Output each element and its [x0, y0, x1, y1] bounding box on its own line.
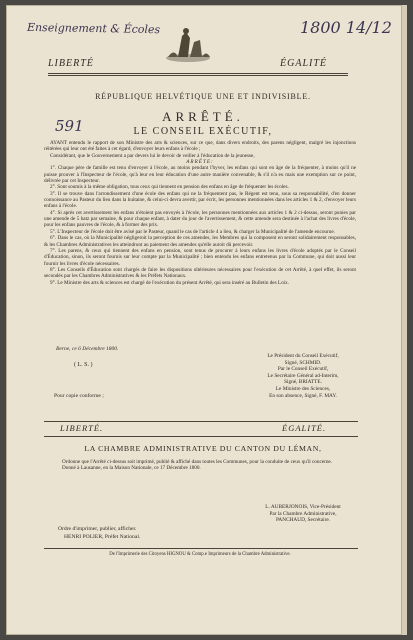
decree-article: 8°. Les Conseils d'Éducation sont chargés de faire les dispositions ultérieures nécessaires pour l'exécution de cet Arrêté, à quel effet, ils seront secondés par les Chambres Administratives & les Préfets Nationaux. [44, 266, 356, 280]
signature-line: PANCHAUD, Secrétaire. [275, 517, 331, 524]
motto-egalite-2: ÉGALITÉ. [282, 423, 327, 433]
page-edge [402, 5, 407, 635]
decree-body [44, 140, 356, 286]
decree-article: 2°. Sont soumis à la même obligation, tous ceux qui tiennent en pension des enfans en âge de fréquenter les écoles. [50, 184, 289, 191]
seal-mark: ( L. S. ) [74, 362, 93, 368]
decree-preamble: AYANT entendu le rapport de son Ministre des arts & sciences, sur ce que, dans divers endroits, des parens négligent, malgré les injonctions réitérées qui leur ont été faites à cet égard, d'envoyer leurs enfans à l'école ; [44, 140, 356, 153]
emblem-icon [160, 24, 216, 64]
motto-liberte: LIBERTÉ [48, 58, 94, 69]
prefect-block [58, 526, 140, 541]
chamber-text: Ordonne que l'Arrêté ci-dessus soit imprimé, publié & affiché dans toutes les Communes, pour la conduite de ceux qu'il concerne. [62, 459, 333, 465]
authority-heading: LE CONSEIL EXÉCUTIF, [133, 126, 273, 137]
chamber-signatures [228, 504, 378, 524]
copy-note: Pour copie conforme ; [54, 393, 104, 399]
decree-considerant: Considérant, que le Gouvernement a par devers lui le devoir de veiller à l'éducation de la jeunesse, [50, 152, 255, 159]
signature-line: Par la Chambre Administrative, [269, 510, 337, 517]
chamber-body [56, 459, 352, 472]
decree-article: 6°. Dans le cas, où la Municipalité négligeroit la perception de ces amendes, les Membres qui la composent en seront solidairement responsables, & les Chambres Administratives les atteindront au paiement des amendes qu'elle auroit dû percevoir. [44, 235, 356, 248]
decree-article: 5°. L'Inspecteur de l'école doit être avisé par le Pasteur, quand le cas de l'article 4 a lieu, & charger la Municipalité de l'amende encourue. [50, 228, 335, 235]
section-rule [44, 436, 358, 437]
signature-line: Le Secrétaire Général ad-Interim, [267, 372, 339, 379]
signature-line: Signé, BRIATTE. [284, 379, 322, 386]
signature-block [228, 353, 378, 399]
decree-article: 7°. Les parens, & ceux qui tiennent des enfans en pension, sont tenus de procurer à leurs enfans les livres d'école adoptés par le Conseil d'Éducation, sinon, ils seront fournis sur leur compte par la Municipalité ; bien entendu les enfans entretenus par la Commune, qui doit aussi leur fournir les livres d'école nécessaires. [44, 247, 356, 267]
signature-line: Par le Conseil Exécutif, [277, 366, 329, 373]
chamber-date: Donné à Lausanne, en la Maison Nationale, ce 17 Décembre 1800. [62, 465, 201, 472]
signature-line: Signé, SCHMID. [284, 359, 322, 366]
decree-article: 1°. Chaque père de famille est tenu d'envoyer à l'école, au moins pendant l'hyver, les enfans qui sont en âge de la fréquenter, à moins qu'il ne puisse prouver à l'Inspecteur de l'école, qu'à leur en leur éducation d'une autre manière convenable, & s'il n'a eu mais une exemption sur ce point, délivrée par cet Inspecteur. [44, 165, 356, 185]
republic-heading: RÉPUBLIQUE HELVÉTIQUE UNE ET INDIVISIBLE. [95, 92, 311, 101]
footer-rule [44, 548, 358, 549]
section-rule [44, 421, 358, 422]
decree-article: 4°. Si après cet avertissement les enfans n'étoient pas envoyés à l'école, les personnes mentionnées aux articles 1 & 2 ci-dessus, seront punies par une amende de 5 batz par semaine, & pour chaque enfant, à dater du jour de l'avertissement, & cette amende sera destinée à l'achat des livres d'école, pour les enfans pauvres de l'école, & à former des prix. [44, 209, 356, 229]
signature-line: L. AUBERJONOIS, Vice-Président [265, 504, 341, 510]
printer-imprint: De l'Imprimerie des Citoyens HIGNOU & Comp.e Imprimeurs de la Chambre Administrative. [109, 552, 291, 557]
decree-article: 9°. Le Ministre des arts & sciences est chargé de l'exécution du présent Arrêté, qui sera inséré au Bulletin des Loix. [50, 279, 290, 286]
prefect-name: HENRI POLIER, Préfet National. [64, 533, 141, 540]
decree-title: ARRÊTÉ. [162, 109, 244, 124]
handwritten-date: 1800 14/12 [300, 18, 392, 37]
signature-line: En son absence, Signé, F. MAY. [269, 392, 337, 399]
order-text: Ordre d'imprimer, publier, afficher. [58, 526, 137, 532]
signature-line: Le Ministre des Sciences, [275, 385, 331, 392]
place-date: Berne, ce 6 Décembre 1800. [56, 346, 119, 352]
decree-arrete: ARRÊTE: [186, 159, 214, 166]
handwritten-annotation: Enseignement & Écoles [26, 20, 161, 37]
chamber-heading: LA CHAMBRE ADMINISTRATIVE DU CANTON DU LÉMAN, [84, 444, 322, 453]
motto-egalite: ÉGALITÉ [280, 58, 327, 69]
header-rule [48, 73, 348, 74]
motto-liberte-2: LIBERTÉ. [60, 423, 104, 433]
signature-line: Le Président du Conseil Exécutif, [267, 353, 339, 359]
decree-article: 3°. Il se trouve dans l'arrondissement d'une école des enfans qui ne la fréquentent pas, le Régent est tenu, sous sa responsabilité, d'en donner connoissance au Pasteur du lieu dans la huitaine, & celui-ci devra avertir, par écrit, les personnes mentionnées dans les articles 1 & 2, d'envoyer leurs enfans à l'école. [44, 190, 356, 210]
header-rule [48, 75, 348, 76]
handwritten-number: 591 [55, 117, 84, 135]
